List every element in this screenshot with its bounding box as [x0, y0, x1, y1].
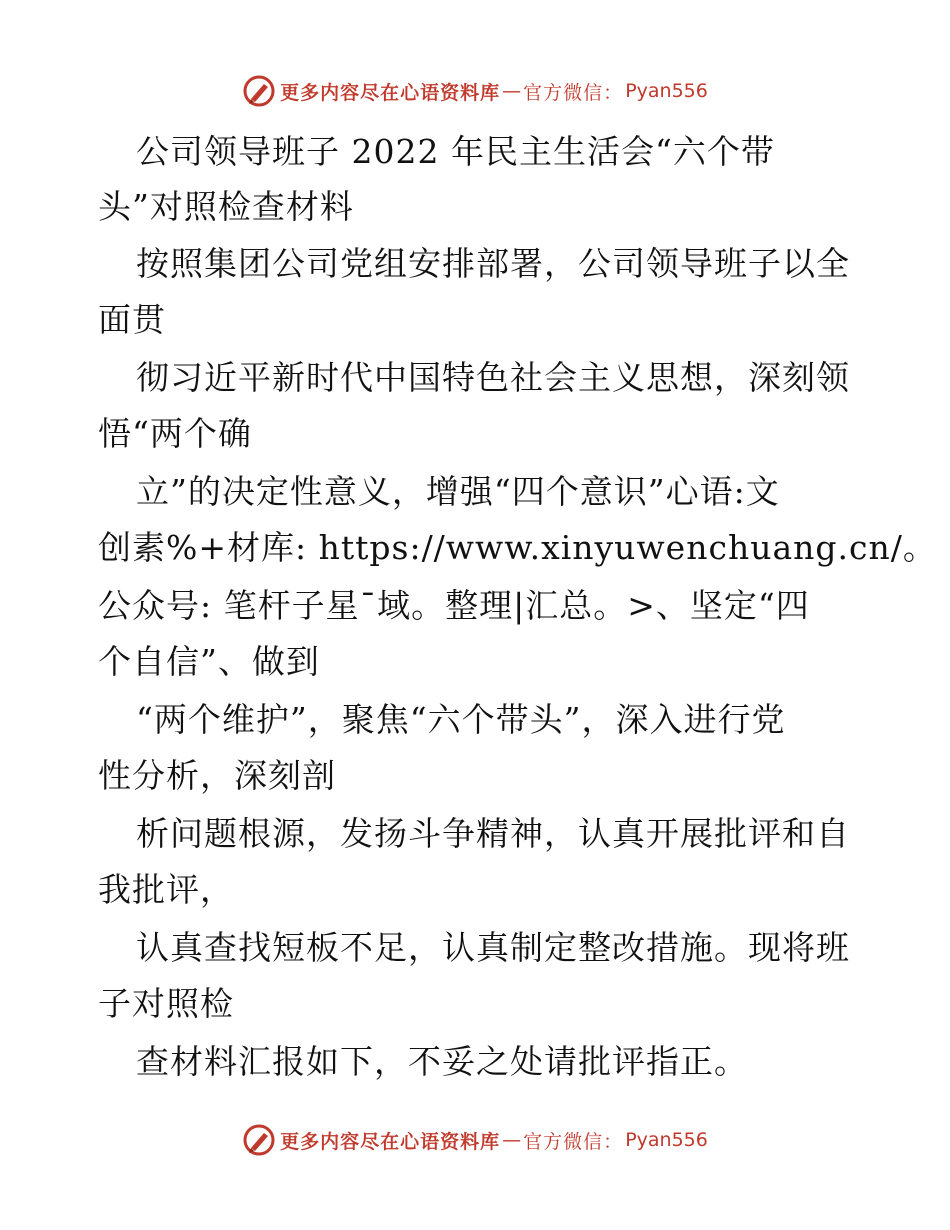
banner-wechat-id: Pyan556 — [625, 80, 708, 102]
paragraph-line: 子对照检 — [98, 984, 234, 1023]
banner-brand-text: 更多内容尽在心语资料库 — [280, 1130, 501, 1153]
banner-official-label: 官方微信： — [523, 1130, 624, 1153]
paragraph-line: 认真查找短板不足，认真制定整改措施。现将班 — [136, 928, 850, 967]
paragraph-line: 面贯 — [98, 300, 166, 339]
paragraph-line: 性分析，深刻剖 — [98, 756, 336, 795]
paragraph-line: 我批评， — [98, 870, 234, 909]
paragraph-line: 析问题根源，发扬斗争精神，认真开展批评和自 — [136, 814, 850, 853]
banner-dash: — — [502, 80, 522, 102]
paragraph-line: 公众号: 笔杆子星¯域。整理|汇总。>、坚定“四 — [98, 586, 810, 625]
banner-wechat-id: Pyan556 — [625, 1129, 708, 1151]
banner-official-label: 官方微信： — [523, 81, 624, 104]
paragraph-line: 个自信”、做到 — [98, 642, 320, 681]
pen-logo-icon — [242, 74, 276, 108]
banner-dash: — — [502, 1129, 522, 1151]
title-line-1: 公司领导班子 2022 年民主生活会“六个带 — [136, 132, 775, 171]
title-line-2: 头”对照检查材料 — [98, 187, 354, 226]
paragraph-line: 创素%+材库: https://www.xinyuwenchuang.cn/。 — [98, 528, 937, 567]
paragraph-line: 立”的决定性意义，增强“四个意识”心语:文 — [136, 472, 780, 511]
header-banner — [0, 71, 950, 111]
paragraph-line: 按照集团公司党组安排部署，公司领导班子以全 — [136, 244, 850, 283]
pen-logo-icon — [242, 1123, 276, 1157]
paragraph-line: 彻习近平新时代中国特色社会主义思想，深刻领 — [136, 358, 850, 397]
paragraph-line: 查材料汇报如下，不妥之处请批评指正。 — [136, 1042, 748, 1081]
footer-banner — [0, 1120, 950, 1160]
paragraph-line: 悟“两个确 — [98, 414, 252, 453]
paragraph-line: “两个维护”，聚焦“六个带头”，深入进行党 — [136, 700, 786, 739]
banner-brand-text: 更多内容尽在心语资料库 — [280, 81, 501, 104]
